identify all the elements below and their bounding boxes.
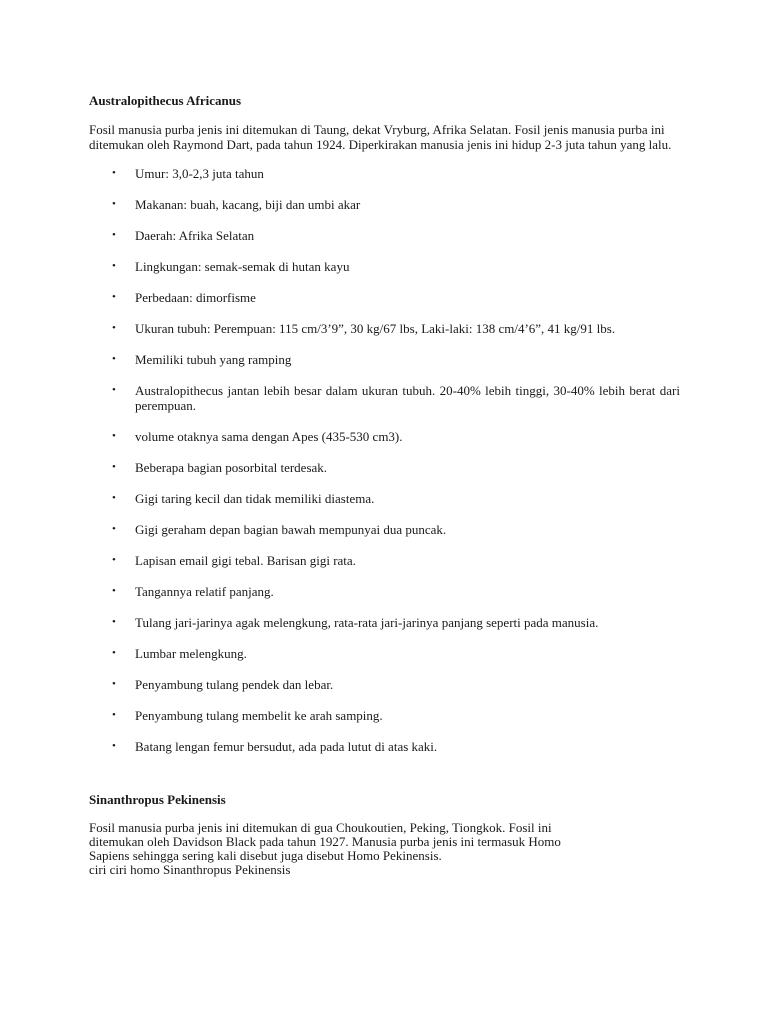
list-item: [89, 708, 680, 723]
paragraph-line: Sapiens sehingga sering kali disebut juga disebut Homo Pekinensis.: [89, 848, 442, 863]
list-item-text: Tangannya relatif panjang.: [135, 584, 274, 599]
bullet-icon: •: [112, 430, 116, 442]
list-item: [89, 739, 680, 754]
list-item-text: Batang lengan femur bersudut, ada pada lutut di atas kaki.: [135, 739, 438, 754]
intro-paragraph-sinanthropus: [89, 821, 679, 877]
list-item-text: Gigi geraham depan bagian bawah mempunyai dua puncak.: [135, 522, 447, 537]
bullet-icon: •: [112, 554, 116, 566]
list-item: [89, 259, 680, 274]
list-item: [89, 460, 680, 475]
paragraph-line: ciri ciri homo Sinanthropus Pekinensis: [89, 862, 291, 877]
bullet-icon: •: [112, 384, 116, 396]
list-item-text: Daerah: Afrika Selatan: [135, 228, 255, 243]
list-item: [89, 646, 680, 661]
bullet-icon: •: [112, 740, 116, 752]
bullet-icon: •: [112, 353, 116, 365]
list-item-text: Makanan: buah, kacang, biji dan umbi akar: [135, 197, 361, 212]
paragraph-line: Fosil manusia purba jenis ini ditemukan di gua Choukoutien, Peking, Tiongkok. Fosil ini: [89, 820, 552, 835]
bullet-icon: •: [112, 709, 116, 721]
list-item-text: Lumbar melengkung.: [135, 646, 247, 661]
bullet-icon: •: [112, 167, 116, 179]
section-sinanthropus: [89, 792, 680, 877]
list-item-text: Australopithecus jantan lebih besar dalam ukuran tubuh. 20-40% lebih tinggi, 30-40% lebih berat dari perempuan.: [135, 383, 680, 413]
list-item-text: Umur: 3,0-2,3 juta tahun: [135, 166, 264, 181]
list-item: [89, 677, 680, 692]
bullet-icon: •: [112, 198, 116, 210]
bullet-icon: •: [112, 229, 116, 241]
bullet-icon: •: [112, 523, 116, 535]
list-item-text: Tulang jari-jarinya agak melengkung, rata-rata jari-jarinya panjang seperti pada manusia.: [135, 615, 599, 630]
list-item-text: Lingkungan: semak-semak di hutan kayu: [135, 259, 350, 274]
list-item: [89, 522, 680, 537]
bullet-icon: •: [112, 322, 116, 334]
list-item: [89, 228, 680, 243]
list-item: [89, 553, 680, 568]
list-item-text: Penyambung tulang membelit ke arah samping.: [135, 708, 383, 723]
section-title-australopithecus: Australopithecus Africanus: [89, 93, 242, 108]
list-item-text: Memiliki tubuh yang ramping: [135, 352, 292, 367]
list-item-text: Gigi taring kecil dan tidak memiliki diastema.: [135, 491, 375, 506]
intro-paragraph-australopithecus: Fosil manusia purba jenis ini ditemukan di Taung, dekat Vryburg, Afrika Selatan. Fosil jenis manusia purba ini ditemukan oleh Raymond Dart, pada tahun 1924. Diperkirakan manusia jenis ini hidup 2-3 juta tahun yang lalu.: [89, 122, 672, 152]
bullet-icon: •: [112, 461, 116, 473]
list-item: [89, 290, 680, 305]
list-item-text: Lapisan email gigi tebal. Barisan gigi rata.: [135, 553, 356, 568]
list-item-text: Perbedaan: dimorfisme: [135, 290, 256, 305]
list-item: [89, 166, 680, 181]
list-item: [89, 491, 680, 506]
bullet-icon: •: [112, 585, 116, 597]
list-item: [89, 197, 680, 212]
list-item: [89, 352, 680, 367]
bullet-icon: •: [112, 616, 116, 628]
bullet-icon: •: [112, 678, 116, 690]
bullet-icon: •: [112, 291, 116, 303]
characteristics-list: [89, 166, 680, 754]
list-item: [89, 383, 680, 413]
list-item-text: Beberapa bagian posorbital terdesak.: [135, 460, 328, 475]
list-item: [89, 584, 680, 599]
list-item: [89, 429, 680, 444]
bullet-icon: •: [112, 647, 116, 659]
paragraph-line: ditemukan oleh Davidson Black pada tahun 1927. Manusia purba jenis ini termasuk Homo: [89, 834, 561, 849]
bullet-icon: •: [112, 260, 116, 272]
section-title-sinanthropus: Sinanthropus Pekinensis: [89, 792, 226, 807]
list-item-text: volume otaknya sama dengan Apes (435-530 cm3).: [135, 429, 403, 444]
list-item: [89, 615, 680, 630]
list-item-text: Ukuran tubuh: Perempuan: 115 cm/3’9”, 30 kg/67 lbs, Laki-laki: 138 cm/4’6”, 41 kg/91 lbs.: [135, 321, 616, 336]
list-item-text: Penyambung tulang pendek dan lebar.: [135, 677, 334, 692]
bullet-icon: •: [112, 492, 116, 504]
list-item: [89, 321, 680, 336]
